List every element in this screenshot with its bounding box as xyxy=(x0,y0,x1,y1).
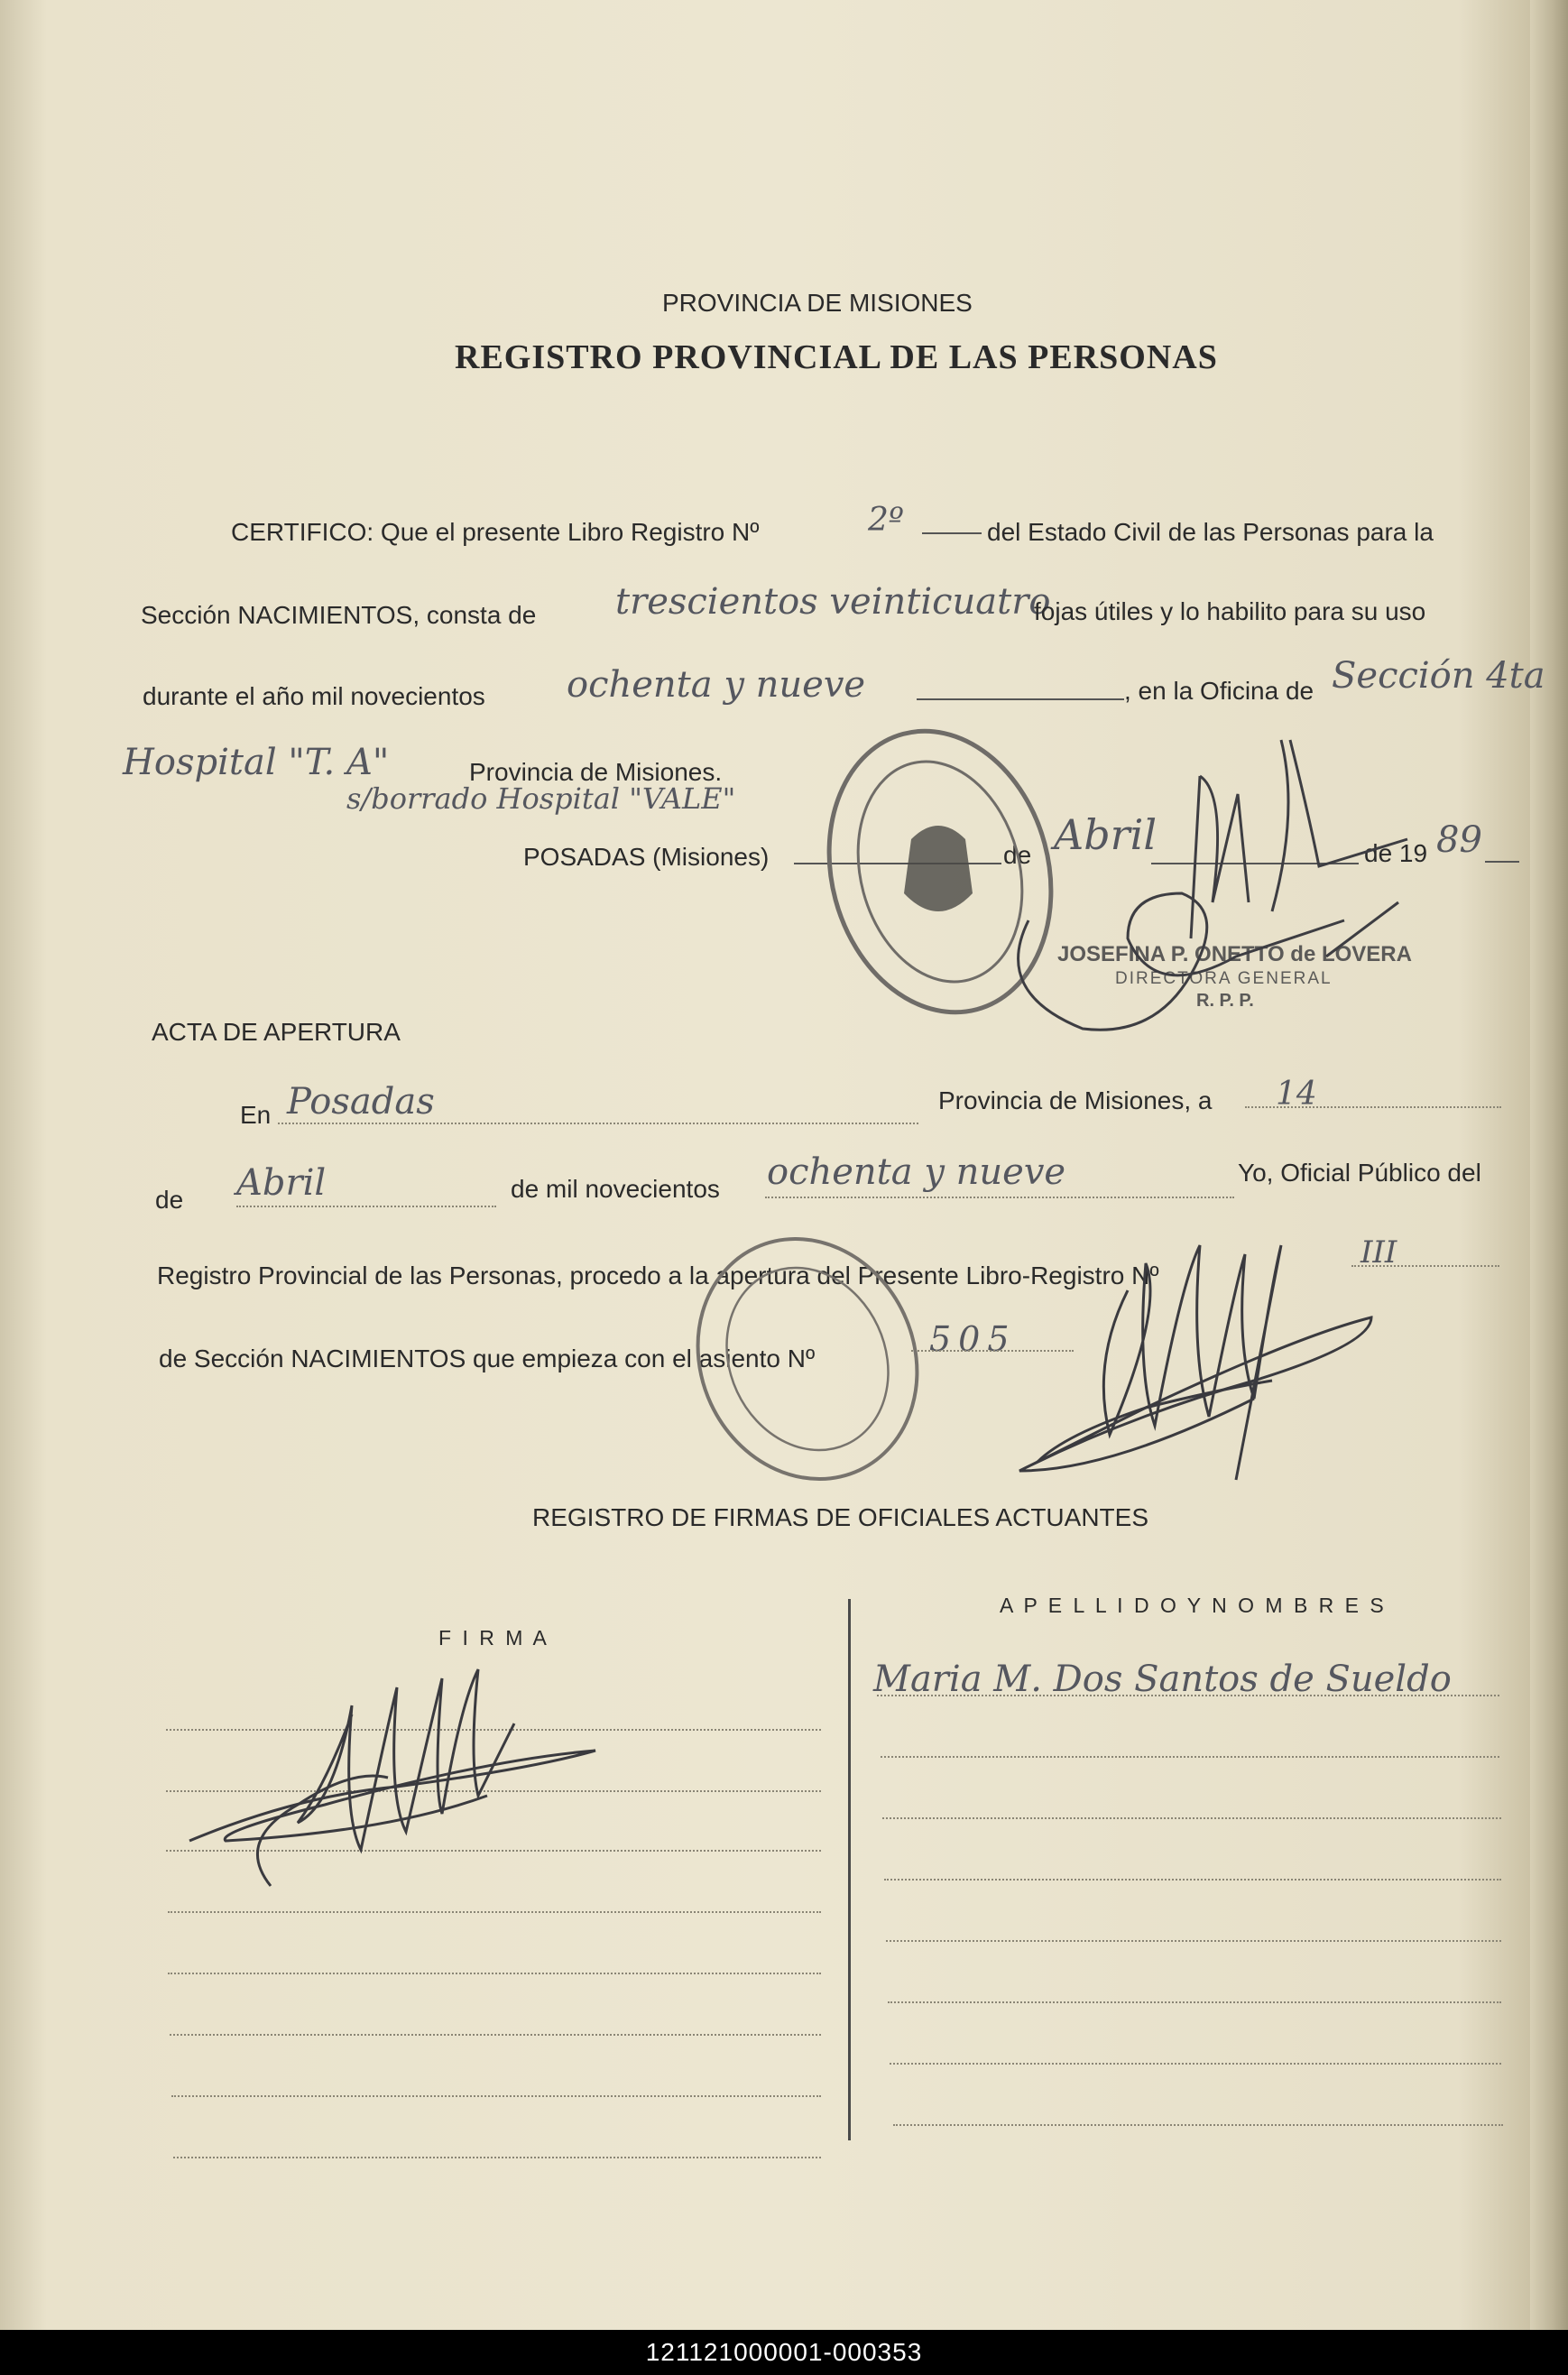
firma-signature xyxy=(189,1669,595,1886)
cert-de-year: de 19 xyxy=(1364,839,1428,867)
cert-oficina-2: Hospital "T. A" xyxy=(123,742,390,783)
acta-year-words: ochenta y nueve xyxy=(767,1151,1066,1193)
acta-de: de xyxy=(155,1186,184,1214)
province-heading: PROVINCIA DE MISIONES xyxy=(662,289,973,317)
cert-correction: s/borrado Hospital "VALE" xyxy=(346,781,736,816)
cert-year-digits: 89 xyxy=(1436,819,1482,861)
director-org: R. P. P. xyxy=(1196,991,1254,1011)
seal-stamp-bottom xyxy=(659,1203,956,1515)
acta-asiento: 505 xyxy=(929,1319,1017,1359)
acta-place: Posadas xyxy=(287,1081,435,1123)
cert-line1-b: del Estado Civil de las Personas para la xyxy=(987,518,1434,546)
entry-name: Maria M. Dos Santos de Sueldo xyxy=(873,1659,1452,1700)
acta-libro-no: III xyxy=(1360,1234,1397,1271)
cert-line4-b: Provincia de Misiones. xyxy=(469,758,723,786)
cert-libro-no: 2º xyxy=(868,502,904,539)
cert-line2-a: Sección NACIMIENTOS, consta de xyxy=(141,601,537,629)
cert-oficina: Sección 4ta xyxy=(1332,655,1545,697)
cert-year-words: ochenta y nueve xyxy=(567,664,866,706)
director-title: DIRECTORA GENERAL xyxy=(1115,969,1333,988)
director-name: JOSEFINA P. ONETTO de LOVERA xyxy=(1057,942,1412,966)
cert-de: de xyxy=(1003,841,1032,869)
seal-stamp-top xyxy=(798,706,1082,1037)
acta-mil: de mil novecientos xyxy=(511,1175,720,1203)
cert-line3-a: durante el año mil novecientos xyxy=(143,682,485,710)
registry-heading: REGISTRO PROVINCIAL DE LAS PERSONAS xyxy=(455,338,1218,376)
acta-line3: Registro Provincial de las Personas, procedo a la apertura del Presente Libro-Registro Nº xyxy=(157,1261,1159,1289)
acta-day: 14 xyxy=(1276,1076,1317,1113)
cert-city: POSADAS (Misiones) xyxy=(523,843,770,871)
col-firma-label: F I R M A xyxy=(438,1626,549,1650)
footer-code: 121121000001-000353 xyxy=(0,2330,1568,2375)
acta-line4: de Sección NACIMIENTOS que empieza con el asiento Nº xyxy=(159,1345,816,1372)
cert-line3-b: , en la Oficina de xyxy=(1124,677,1314,705)
acta-month: Abril xyxy=(236,1162,327,1204)
acta-heading: ACTA DE APERTURA xyxy=(152,1018,401,1046)
acta-yo: Yo, Oficial Público del xyxy=(1238,1159,1481,1187)
acta-en: En xyxy=(240,1101,272,1129)
cert-fojas-count: trescientos veinticuatro xyxy=(615,581,1051,623)
acta-provincia: Provincia de Misiones, a xyxy=(938,1086,1213,1114)
col-nombres-label: A P E L L I D O Y N O M B R E S xyxy=(1000,1594,1387,1617)
cert-month: Abril xyxy=(1054,810,1158,859)
acta-signature xyxy=(1019,1245,1371,1480)
cert-line1-a: CERTIFICO: Que el presente Libro Registro Nº xyxy=(231,518,760,546)
cert-line2-b: fojas útiles y lo habilito para su uso xyxy=(1034,597,1426,625)
director-signature xyxy=(1019,740,1407,1030)
firmas-heading: REGISTRO DE FIRMAS DE OFICIALES ACTUANTES xyxy=(532,1503,1148,1531)
